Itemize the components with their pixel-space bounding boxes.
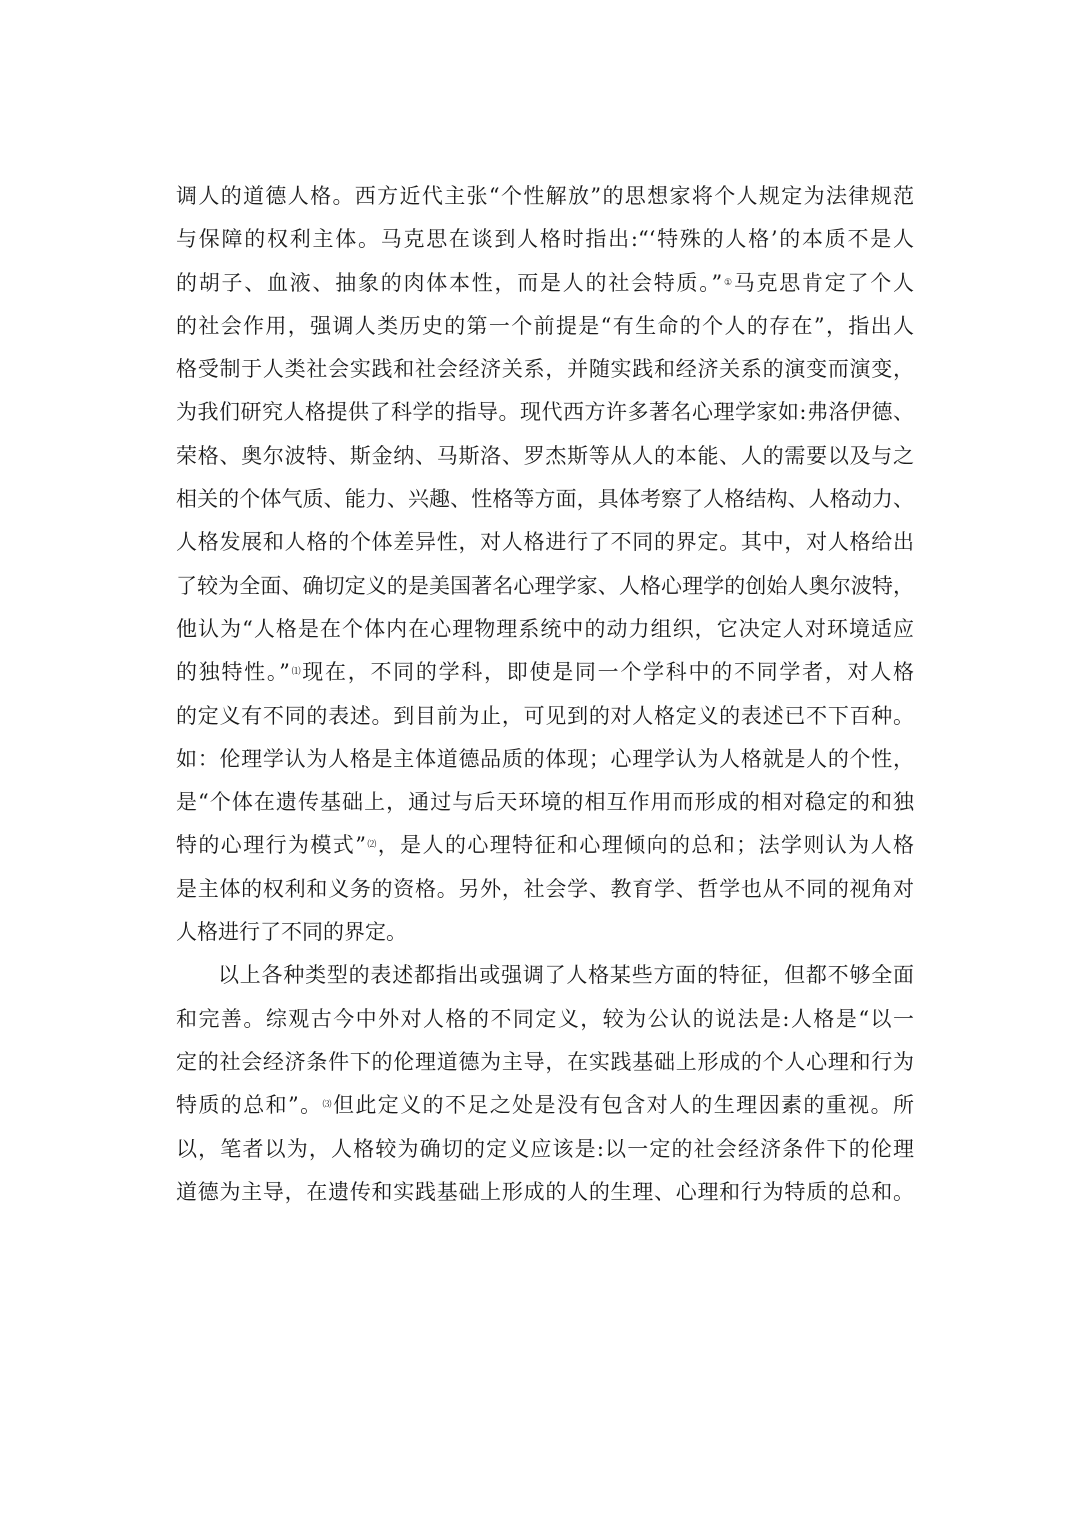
text-line: 调人的道德人格。西方近代主张“个性解放”的思想家将个人规定为法律规范 bbox=[176, 184, 914, 208]
text-line: 特质的总和”。⑶但此定义的不足之处是没有包含对人的生理因素的重视。所 bbox=[176, 1093, 914, 1118]
text-line: 为我们研究人格提供了科学的指导。现代西方许多著名心理学家如:弗洛伊德、 bbox=[176, 400, 914, 425]
text-line: 是主体的权利和义务的资格。另外，社会学、教育学、哲学也从不同的视角对 bbox=[176, 876, 914, 901]
text-line: 的胡子、血液、抽象的肉体本性，而是人的社会特质。”①马克思肯定了个人 bbox=[176, 270, 915, 295]
text-line: 道德为主导，在遗传和实践基础上形成的人的生理、心理和行为特质的总和。 bbox=[176, 1179, 914, 1204]
text-line: 如：伦理学认为人格是主体道德品质的体现；心理学认为人格就是人的个性， bbox=[176, 746, 914, 771]
text-line: 人格进行了不同的界定。 bbox=[176, 920, 407, 945]
text-line: 的独特性。”⑴现在，不同的学科，即使是同一个学科中的不同学者，对人格 bbox=[176, 660, 914, 685]
text-line: 荣格、奥尔波特、斯金纳、马斯洛、罗杰斯等从人的本能、人的需要以及与之 bbox=[176, 443, 914, 468]
footnote-marker: ⑵ bbox=[365, 840, 378, 851]
text-line: 人格发展和人格的个体差异性，对人格进行了不同的界定。其中，对人格给出 bbox=[176, 530, 914, 555]
text-line: 的定义有不同的表述。到目前为止，可见到的对人格定义的表述已不下百种。 bbox=[176, 703, 914, 728]
text-line: 格受制于人类社会实践和社会经济关系，并随实践和经济关系的演变而演变， bbox=[176, 357, 914, 382]
text-line: 相关的个体气质、能力、兴趣、性格等方面，具体考察了人格结构、人格动力、 bbox=[176, 487, 914, 512]
text-line: 以，笔者以为，人格较为确切的定义应该是:以一定的社会经济条件下的伦理 bbox=[176, 1136, 914, 1161]
text-line: 是“个体在遗传基础上，通过与后天环境的相互作用而形成的相对稳定的和独 bbox=[176, 790, 914, 815]
text-line: 以上各种类型的表述都指出或强调了人格某些方面的特征，但都不够全面 bbox=[218, 963, 914, 988]
footnote-marker: ⑴ bbox=[289, 667, 303, 678]
footnote-marker: ⑶ bbox=[322, 1100, 333, 1111]
text-line: 他认为“人格是在个体内在心理物理系统中的动力组织，它决定人对环境适应 bbox=[176, 616, 914, 641]
text-line: 定的社会经济条件下的伦理道德为主导，在实践基础上形成的个人心理和行为 bbox=[176, 1049, 914, 1074]
text-line: 特的心理行为模式”⑵，是人的心理特征和心理倾向的总和；法学则认为人格 bbox=[176, 833, 914, 858]
text-line: 和完善。综观古今中外对人格的不同定义，较为公认的说法是:人格是“以一 bbox=[176, 1006, 914, 1031]
text-line: 了较为全面、确切定义的是美国著名心理学家、人格心理学的创始人奥尔波特， bbox=[176, 573, 914, 598]
footnote-marker: ① bbox=[722, 277, 734, 288]
text-line: 的社会作用，强调人类历史的第一个前提是“有生命的个人的存在”，指出人 bbox=[176, 313, 914, 338]
text-line: 与保障的权利主体。马克思在谈到人格时指出:“‘特殊的人格’的本质不是人 bbox=[176, 227, 914, 252]
body-text bbox=[176, 175, 914, 1214]
